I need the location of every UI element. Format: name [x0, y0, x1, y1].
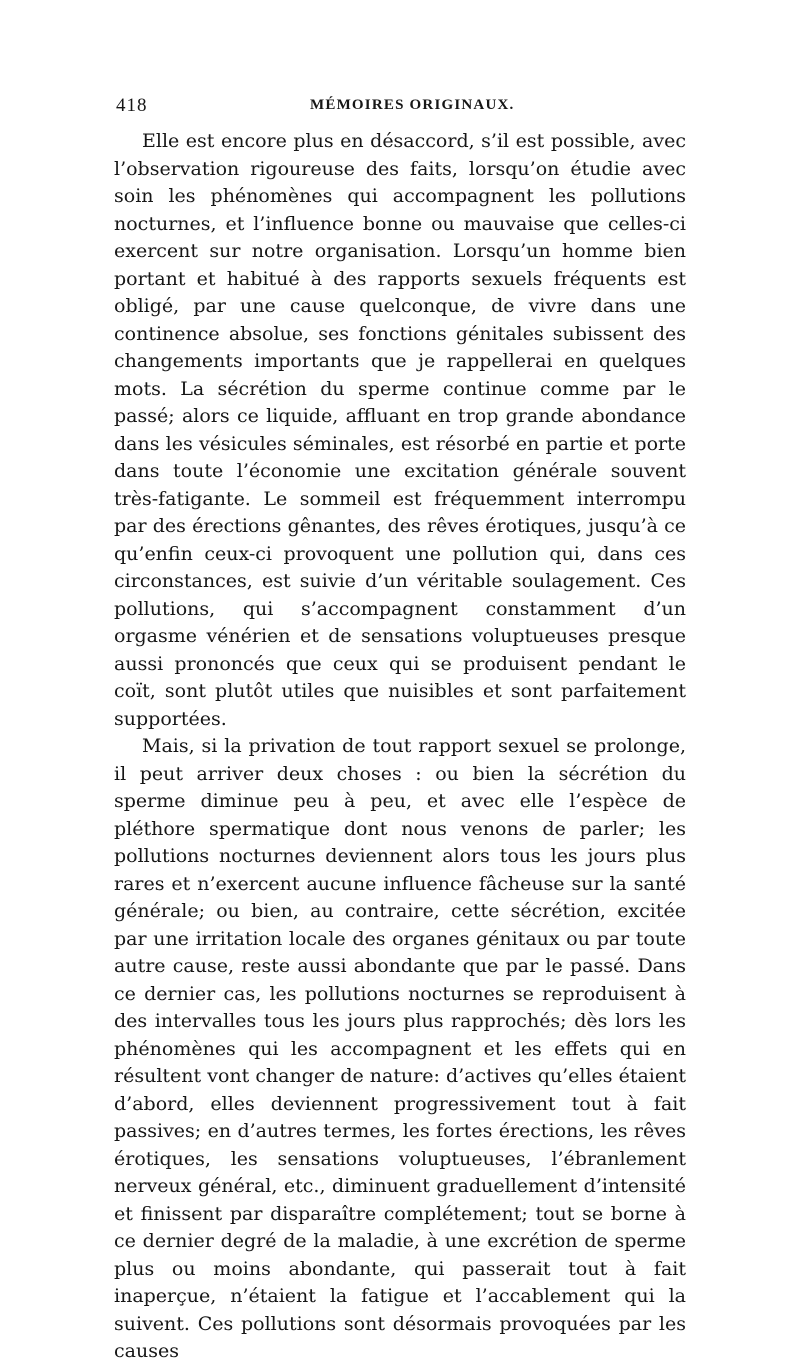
running-head: MÉMOIRES ORIGINAUX.: [310, 97, 515, 113]
page-number: 418: [116, 95, 148, 116]
page-header: [116, 95, 696, 119]
body-text: [114, 128, 686, 1366]
paragraph-1: Elle est encore plus en désaccord, s’il est possible, avec l’observation rigoureuse des faits, lorsqu’on étudie avec soin les phénomènes qui accompagnent les pollutions nocturnes, et l’influence bonne ou mauvaise que celles-ci exercent sur notre organisation. Lorsqu’un homme bien portant et habitué à des rapports sexuels fréquents est obligé, par une cause quelconque, de vivre dans une continence absolue, ses fonctions génitales subissent des changements importants que je rappellerai en quelques mots. La sécrétion du sperme continue comme par le passé; alors ce liquide, affluant en trop grande abondance dans les vésicules séminales, est résorbé en partie et porte dans toute l’économie une excitation générale souvent très-fatigante. Le sommeil est fréquemment interrompu par des érections gênantes, des rêves érotiques, jusqu’à ce qu’enfin ceux-ci provoquent une pollution qui, dans ces circonstances, est suivie d’un véritable soulagement. Ces pollutions, qui s’accompagnent constamment d’un orgasme vénérien et de sensations voluptueuses presque aussi prononcés que ceux qui se produisent pendant le coït, sont plutôt utiles que nuisibles et sont parfaitement supportées.: [114, 130, 686, 730]
paragraph-2: Mais, si la privation de tout rapport sexuel se prolonge, il peut arriver deux choses : ou bien la sécrétion du sperme diminue peu à peu, et avec elle l’espèce de pléthore spermatique dont nous venons de parler; les pollutions nocturnes deviennent alors tous les jours plus rares et n’exercent aucune influence fâcheuse sur la santé générale; ou bien, au contraire, cette sécrétion, excitée par une irritation locale des organes génitaux ou par toute autre cause, reste aussi abondante que par le passé. Dans ce dernier cas, les pollutions nocturnes se reproduisent à des intervalles tous les jours plus rapprochés; dès lors les phénomènes qui les accompagnent et les effets qui en résultent vont changer de nature: d’actives qu’elles étaient d’abord, elles deviennent progressivement tout à fait passives; en d’autres termes, les fortes érections, les rêves érotiques, les sensations voluptueuses, l’ébranlement nerveux général, etc., diminuent graduellement d’intensité et finissent par disparaître complétement; tout se borne à ce dernier degré de la maladie, à une excrétion de sperme plus ou moins abondante, qui passerait tout à fait inaperçue, n’étaient la fatigue et l’accablement qui la suivent. Ces pollutions sont désormais provoquées par les causes: [114, 735, 686, 1362]
